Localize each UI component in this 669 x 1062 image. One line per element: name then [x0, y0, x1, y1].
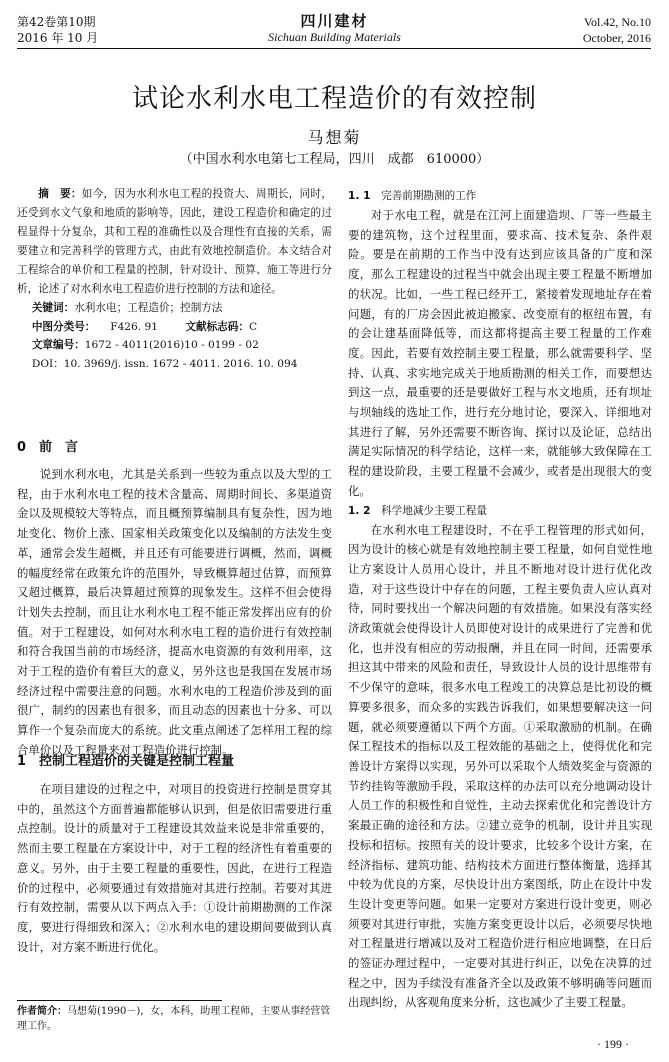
right-column — [348, 187, 652, 1013]
section-intro — [17, 438, 332, 761]
footnote-text: 马想菊(1990－)，女，本科，助理工程师，主要从事经营管理工作。 — [17, 1006, 331, 1032]
article-affiliation: （中国水利水电第七工程局，四川 成都 610000） — [179, 152, 490, 167]
article-number-label: 文章编号： — [31, 339, 85, 351]
article-title: 试论水利水电工程造价的有效控制 — [131, 84, 537, 114]
keywords-line — [17, 299, 332, 318]
section-1-1-paragraph: 对于水电工程，就是在江河上面建造坝、厂等一些最主要的建筑物，这个过程里面，要求高、技术复杂、条件艰险。要是在前期的工作当中没有达到应该具备的广度和深度，那么工程建设的过程当中就会出现主要工程量不断增加的状况。比如，一些工程已经开工，紧接着发现地址存在着问题，有的厂房会因此被迫搬家、改变原有的枢纽布置，有的会让建基面降低等，而这都将提高主要工程量的工作难度。因此，若要有效控制主要工程量，那么就需要科学、坚持、认真、求实地完成关于地质勘测的相关工作，而要想达到这一点，最重要的还是要做好工程与水文地质，还有坝址与坝轴线的选址工作，进行充分地讨论，要深入、详细地对其进行了解，另外还需要不断咨询、探讨以及论证，总结出满足实际情况的科学结论，这样一来，就能够大致保障在工程的建设阶段，主要工程量不会减少，或者是出现很大的变化。 — [348, 208, 652, 498]
section-heading-1-2 — [348, 502, 652, 521]
doc-code-label: 文献标志码： — [185, 320, 249, 333]
page-number: · 199 · — [597, 1037, 629, 1051]
journal-logo-cn: 四川建材 — [300, 12, 369, 30]
section-heading-1: 1 控制工程造价的关键是控制工程量 — [17, 754, 235, 769]
article-number-value: 1672 - 4011(2016)10 - 0199 - 02 — [84, 339, 259, 351]
abstract-text: 如今，因为水利水电工程的投资大、周期长，同时，还受到水文气象和地质的影响等，因此，建设工程造价和确定的过程显得十分复杂，其和工程的准确性以及合理性有直接的关系，需要建立和完善科学的管理方式，由此有效地控制造价。本文结合对工程综合的单价和工程量的控制，针对设计、预算、施工等进行分析，论述了对水利水电工程造价进行控制的方法和途径。 — [17, 188, 333, 295]
header-rule — [17, 48, 651, 49]
footnote-label: 作者简介： — [17, 1006, 67, 1017]
heading-1-1-number: 1. 1 — [348, 190, 371, 202]
section-heading-0: 0 前 言 — [17, 440, 79, 455]
section-1-paragraph: 在项目建设的过程之中，对项目的投资进行控制是贯穿其中的，虽然这个方面普遍都能够认识到，但是依旧需要进行重点控制。设计的质量对于工程建设其效益来说是非常重要的，然而主要工程量在方案设计中，对于工程的经济性有着重要的意义。另外，由于主要工程量的重要性，因此，在进行工程造价的过程中，必须要通过有效措施对其进行控制。若要对其进行有效控制，需要从以下两点入手：①设计前期勘测的工作深度，要进行得细致和深入；②水利水电的建设期间要做到认真设计，对方案不断进行优化。 — [17, 782, 332, 954]
keywords-value: 水利水电；工程造价；控制方法 — [74, 302, 223, 314]
journal-name — [0, 12, 669, 45]
date-cn: 2016 年 10 月 — [17, 31, 99, 45]
keywords-label: 关键词： — [31, 302, 75, 314]
article-author: 马想菊 — [307, 128, 362, 147]
abstract-paragraph — [17, 185, 332, 299]
abstract-label: 摘 要： — [38, 188, 82, 200]
doc-code-value: C — [248, 320, 258, 333]
classification-line — [17, 318, 332, 337]
article-number-line — [17, 336, 332, 355]
clc-value: F426. 91 — [110, 320, 159, 333]
clc-label: 中图分类号： — [31, 320, 96, 333]
doi-line: DOI：10. 3969/j. issn. 1672 - 4011. 2016. 10. 094 — [31, 357, 298, 370]
heading-1-2-number: 1. 2 — [348, 504, 371, 517]
date-en: October, 2016 — [582, 31, 651, 45]
heading-1-1-text: 完善前期勘测的工作 — [381, 190, 477, 202]
journal-name-en: Sichuan Building Materials — [268, 30, 401, 44]
section-1 — [17, 752, 332, 957]
volume-cn: 第42卷第10期 — [17, 15, 96, 29]
author-footnote — [17, 1004, 332, 1034]
intro-paragraph: 说到水利水电，尤其是关系到一些较为重点以及大型的工程，由于水利水电工程的技术含量高、周期时间长、多渠道资金以及规模较大等特点，而且概预算编制具有复杂性，因为地址变化、物价上涨、国家相关政策变化以及编制的方法发生变革，通常会发生超概，并且还有可能要进行调概，然而，调概的幅度经常在政策允许的范围外，导致概算超过估算，而预算又超过概算，最后决算超过预算的现象发生。这样不但会使得计划失去控制，而且让水利水电工程不能正常发挥出应有的价值。对于工程建设，如何对水利水电工程的造价进行有效控制和符合我国当前的市场经济，提高水电资源的有效利用率，这对于工程的造价有着巨大的意义，另外这也是我国在发展市场经济过程中需要注意的问题。水利水电的工程造价涉及到的面很广，制约的因素也有很多，而且动态的因素也十分多、可以算作一个复杂而庞大的系统。此文重点阐述了怎样用工程的综合单价以及工程量来对工程造价进行控制。 — [17, 467, 332, 757]
abstract-block — [17, 185, 332, 373]
heading-1-2-text: 科学地减少主要工程量 — [381, 504, 487, 517]
footnote-rule — [17, 1000, 222, 1001]
section-heading-1-1 — [348, 187, 652, 206]
volume-en: Vol.42, No.10 — [583, 15, 651, 29]
header-volume-en — [583, 14, 651, 46]
section-1-2-paragraph: 在水利水电工程建设时，不在乎工程管理的形式如何，因为设计的核心就是有效地控制主要工程量，如何自觉性地让方案设计人员用心设计，并且不断地对设计进行优化改造，对于这些设计中存在的问题，工程主要负责人应认真对待，同时要找出一个解决问题的有效措施。如果没有落实经济政策就会使得设计人员即使对设计的成果进行了完善和优化，也并没有相应的劳动报酬，并且在同一时间，还需要承担这其中带来的风险和责任，导致设计人员的设计思维带有不少保守的意味，很多水电工程竣工的决算总是比初设的概算要多很多，而众多的实践告诉我们，如果想要解决这一问题，就必须要遵循以下两个方面。①采取激励的机制。在确保工程技术的指标以及工程效能的基础之上，使得优化和完善设计方案得以实现，另外可以采取个人绩效奖金与资源的节约挂钩等激励手段，采取这样的办法可以充分地调动设计人员工作的积极性和自觉性，主动去探索优化和完善设计方案最正确的途径和方法。②建立竞争的机制，设计并且实现投标和招标。按照有关的设计要求，比较多个设计方案，在经济指标、建筑功能、结构技术方面进行整体衡量，选择其中较为优良的方案，尽快设计出方案图纸，防止在设计中发生设计变更等问题。如果一定要对方案进行设计变更，则必须要对其进行审批，实施方案变更设计以后，必须要尽快地对工程量进行增减以及对工程造价进行相应地调整，在日后的签证办理过程中，一定要对其进行纠正，以免在决算的过程之中，因为手续没有准备齐全以及政策不够明确等问题而出现纠纷，从客观角度来分析，这也减少了主要工程量。 — [348, 522, 652, 1010]
